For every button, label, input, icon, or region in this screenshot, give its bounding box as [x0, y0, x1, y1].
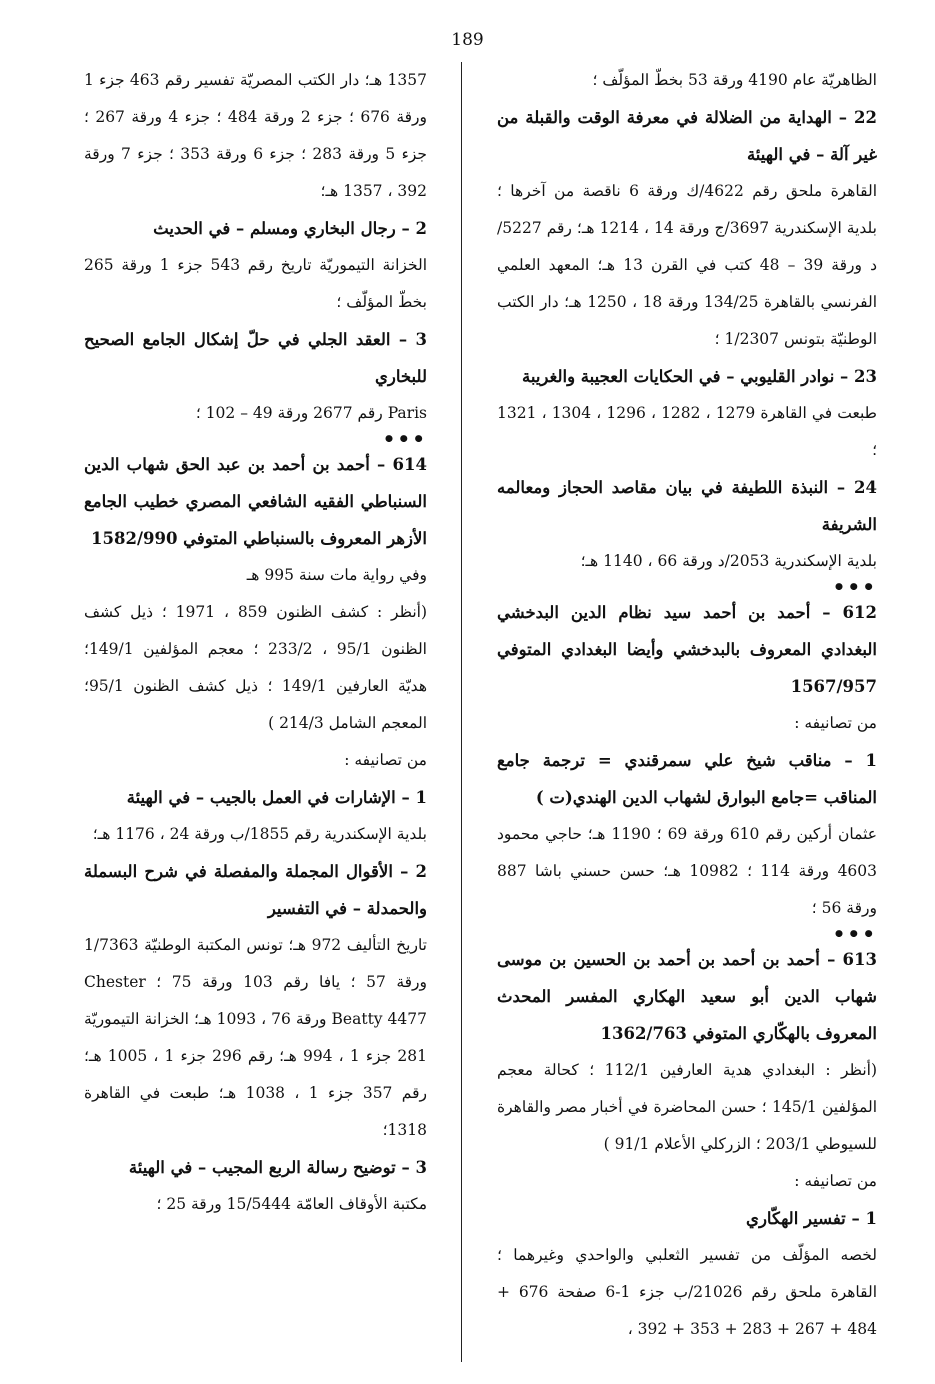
- body-paragraph: (أنظر : كشف الظنون 859 ، 1971 ؛ ذيل كشف الظنون 95/1 ، 233/2 ؛ معجم المؤلفين 149/1؛ هديّة العارفين 149/1 ؛ ذيل كشف الظنون 95/1؛المعجم الشامل 214/3 ): [84, 603, 427, 732]
- entry-heading: 2 – رجال البخاري ومسلم – في الحديث: [153, 219, 427, 238]
- body-paragraph: (أنظر : البغدادي هدية العارفين 112/1 ؛ كحالة معجم المؤلفين 145/1 ؛ حسن المحاضرة في أخبار مصر والقاهرة للسيوطي 203/1 ؛ الزركلي الأعلام 91/1 ): [497, 1061, 878, 1153]
- body-paragraph: الخزانة التيموريّة تاريخ رقم 543 جزء 1 ورقة 265 بخطّ المؤلّف ؛: [84, 256, 427, 311]
- entry-heading: 1 – مناقب شيخ علي سمرقندي = ترجمة جامع المناقب =جامع البوارق لشهاب الدين الهندي(ت ): [497, 751, 877, 807]
- entry-heading: 3 – توضيح رسالة الربع المجيب – في الهيئة: [128, 1158, 427, 1177]
- entry-heading: 24 – النبذة اللطيفة في بيان مقاصد الحجاز ومعالمه الشريفة: [497, 478, 877, 534]
- entry-heading: 613 – أحمد بن أحمد بن أحمد بن الحسين بن موسى شهاب الدين أبو سعيد الهكاري المفسر المحدث المعروف بالهكّاري المتوفي 1362/763: [497, 950, 877, 1043]
- section-separator: •••: [832, 922, 877, 946]
- body-paragraph: وفي رواية مات سنة 995 هـ: [246, 566, 427, 584]
- left-column: [84, 62, 427, 1223]
- body-paragraph: تاريخ التأليف 972 هـ؛ تونس المكتبة الوطنيّة 1/7363 ورقة 57 ؛ يافا رقم 103 ورقة 75 ؛ Chester Beatty 4477 ورقة 76 ، 1093 هـ؛ الخزانة التيموريّة 281 جزء 1 ، 994 هـ؛ رقم 296 جزء 1 ، 1005 هـ؛ رقم 357 جزء 1 ، 1038 هـ؛ طبعت في القاهرة 1318؛: [84, 936, 428, 1139]
- right-column: [497, 62, 877, 1348]
- section-separator: •••: [382, 427, 427, 451]
- entry-heading: 614 – أحمد بن أحمد بن عبد الحق شهاب الدين السنباطي الفقيه الشافعي المصري خطيب الجامع الأزهر المعروف بالسنباطي المتوفي 1582/990: [84, 455, 427, 548]
- entry-heading: 612 – أحمد بن أحمد سيد نظام الدين البدخشي البغدادي المعروف بالبدخشي وأيضا البغدادي المتوفي 1567/957: [497, 603, 877, 696]
- entry-heading: 1 – الإشارات في العمل بالجيب – في الهيئة: [126, 788, 427, 807]
- body-paragraph: من تصانيفه :: [344, 751, 427, 769]
- body-paragraph: طبعت في القاهرة 1279 ، 1282 ، 1296 ، 1304 ، 1321 ؛: [497, 404, 878, 459]
- entry-heading: 3 – العقد الجلي في حلّ إشكال الجامع الصحيح للبخاري: [84, 330, 427, 386]
- body-paragraph: 1357 هـ؛ دار الكتب المصريّة تفسير رقم 463 جزء 1 ورقة 676 ؛ جزء 2 ورقة 484 ؛ جزء 4 ورقة 267 ؛ جزء 5 ورقة 283 ؛ جزء 6 ورقة 353 ؛ جزء 7 ورقة 392 ، 1357 هـ؛: [84, 71, 428, 200]
- body-paragraph: لخصه المؤلّف من تفسير الثعلبي والواحدي وغيرهما ؛ القاهرة ملحق رقم 21026/ب جزء 1-6 صفحة 676 + 484 + 267 + 283 + 353 + 392 ،: [497, 1246, 878, 1338]
- body-paragraph: من تصانيفه :: [794, 1172, 877, 1190]
- entry-heading: 2 – الأقوال المجملة والمفصلة في شرح البسملة والحمدلة – في التفسير: [84, 862, 427, 918]
- entry-heading: 23 – نوادر القليوبي – في الحكايات العجيبة والغريبة: [522, 367, 877, 386]
- body-paragraph: من تصانيفه :: [794, 714, 877, 732]
- section-separator: •••: [832, 575, 877, 599]
- entry-heading: 1 – تفسير الهكّاري: [746, 1209, 877, 1228]
- body-paragraph: مكتبة الأوقاف العامّة 15/5444 ورقة 25 ؛: [156, 1195, 427, 1213]
- body-paragraph: الظاهريّة عام 4190 ورقة 53 بخطّ المؤلّف ؛: [592, 71, 877, 89]
- page-number: 189: [451, 30, 484, 50]
- body-paragraph: عثمان أركين رقم 610 ورقة 69 ؛ 1190 هـ؛ حاجي محمود 4603 ورقة 114 ؛ 10982 هـ؛ حسن حسني باشا 887 ورقة 56 ؛: [497, 825, 878, 917]
- body-paragraph: القاهرة ملحق رقم 4622/ك ورقة 6 ناقصة من آخرها ؛ بلدية الإسكندرية 3697/ج ورقة 14 ، 1214 هـ؛ رقم 5227/د ورقة 39 – 48 كتب في القرن 13 هـ؛ المعهد العلمي الفرنسي بالقاهرة 134/25 ورقة 18 ، 1250 هـ؛ دار الكتب الوطنيّة بتونس 1/2307 ؛: [497, 182, 878, 348]
- column-divider: [461, 62, 462, 1362]
- body-paragraph: بلدية الإسكندرية رقم 1855/ب ورقة 24 ، 1176 هـ؛: [92, 825, 427, 843]
- body-paragraph: بلدية الإسكندرية 2053/د ورقة 66 ، 1140 هـ؛: [580, 552, 877, 570]
- entry-heading: 22 – الهداية من الضلالة في معرفة الوقت والقبلة من غير آلة – في الهيئة: [497, 108, 877, 164]
- body-paragraph: Paris رقم 2677 ورقة 49 – 102 ؛: [195, 404, 427, 422]
